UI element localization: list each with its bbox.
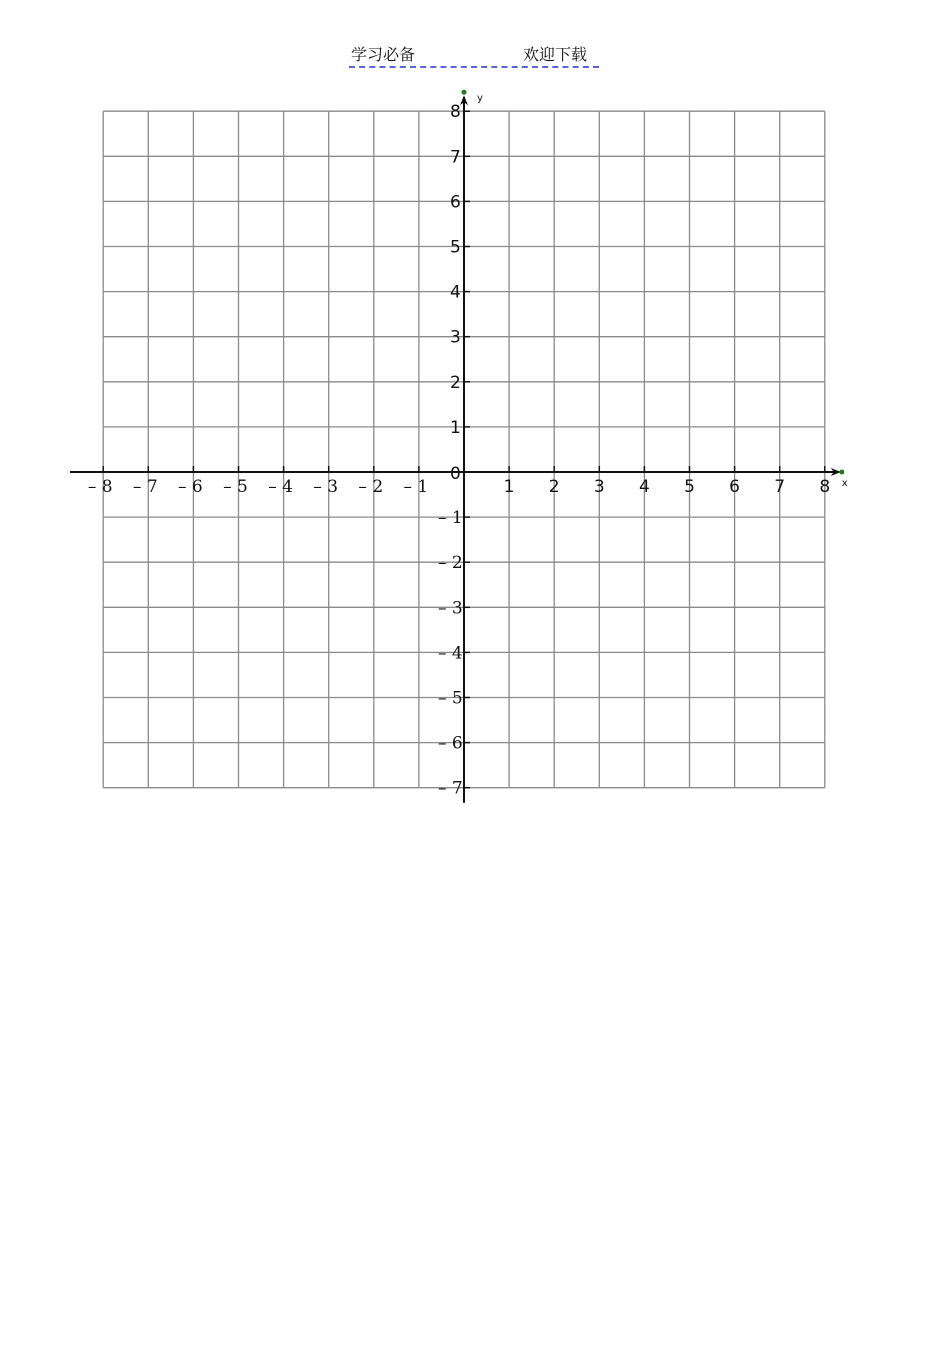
- y-tick-label: – 7: [438, 778, 463, 799]
- y-axis-label: y: [477, 93, 483, 105]
- x-tick-label: 6: [729, 477, 741, 497]
- y-tick-label: – 5: [438, 688, 463, 709]
- x-tick-label: – 7: [132, 477, 158, 497]
- header-left-text: 学习必备: [351, 45, 416, 64]
- y-tick-label: – 2: [438, 553, 463, 574]
- x-tick-label: 7: [774, 477, 786, 497]
- x-tick-label: 4: [638, 477, 650, 497]
- x-axis-label: x: [841, 478, 848, 489]
- x-tick-label: 5: [684, 477, 695, 497]
- tick-labels: [88, 93, 848, 799]
- x-tick-label: – 2: [358, 477, 384, 497]
- x-tick-label: 8: [819, 477, 831, 497]
- y-tick-label: 1: [450, 417, 461, 438]
- y-tick-label: 7: [450, 147, 461, 168]
- x-tick-label: – 3: [313, 477, 339, 497]
- y-tick-label: 2: [450, 372, 461, 393]
- y-tick-label: – 4: [438, 643, 463, 664]
- x-tick-label: – 6: [178, 477, 203, 497]
- header-right-text: 欢迎下载: [523, 45, 588, 64]
- x-tick-label: – 4: [268, 477, 293, 497]
- origin-label: 0: [450, 464, 461, 484]
- x-tick-label: – 8: [87, 477, 113, 497]
- x-tick-label: – 5: [223, 477, 248, 497]
- y-tick-label: – 1: [438, 508, 463, 529]
- y-tick-label: – 6: [438, 733, 463, 754]
- y-tick-label: 3: [450, 327, 461, 348]
- x-tick-label: – 1: [403, 477, 429, 497]
- y-tick-label: – 3: [438, 598, 463, 619]
- y-tick-label: 8: [450, 102, 461, 123]
- x-tick-label: 3: [593, 477, 605, 497]
- y-tick-label: 4: [450, 282, 461, 303]
- x-tick-label: 1: [503, 477, 515, 497]
- y-axis-endpoint: [462, 90, 467, 95]
- x-axis-endpoint: [839, 470, 844, 475]
- x-tick-label: 2: [548, 477, 560, 497]
- y-tick-label: 5: [450, 237, 461, 258]
- y-tick-label: 6: [450, 192, 461, 213]
